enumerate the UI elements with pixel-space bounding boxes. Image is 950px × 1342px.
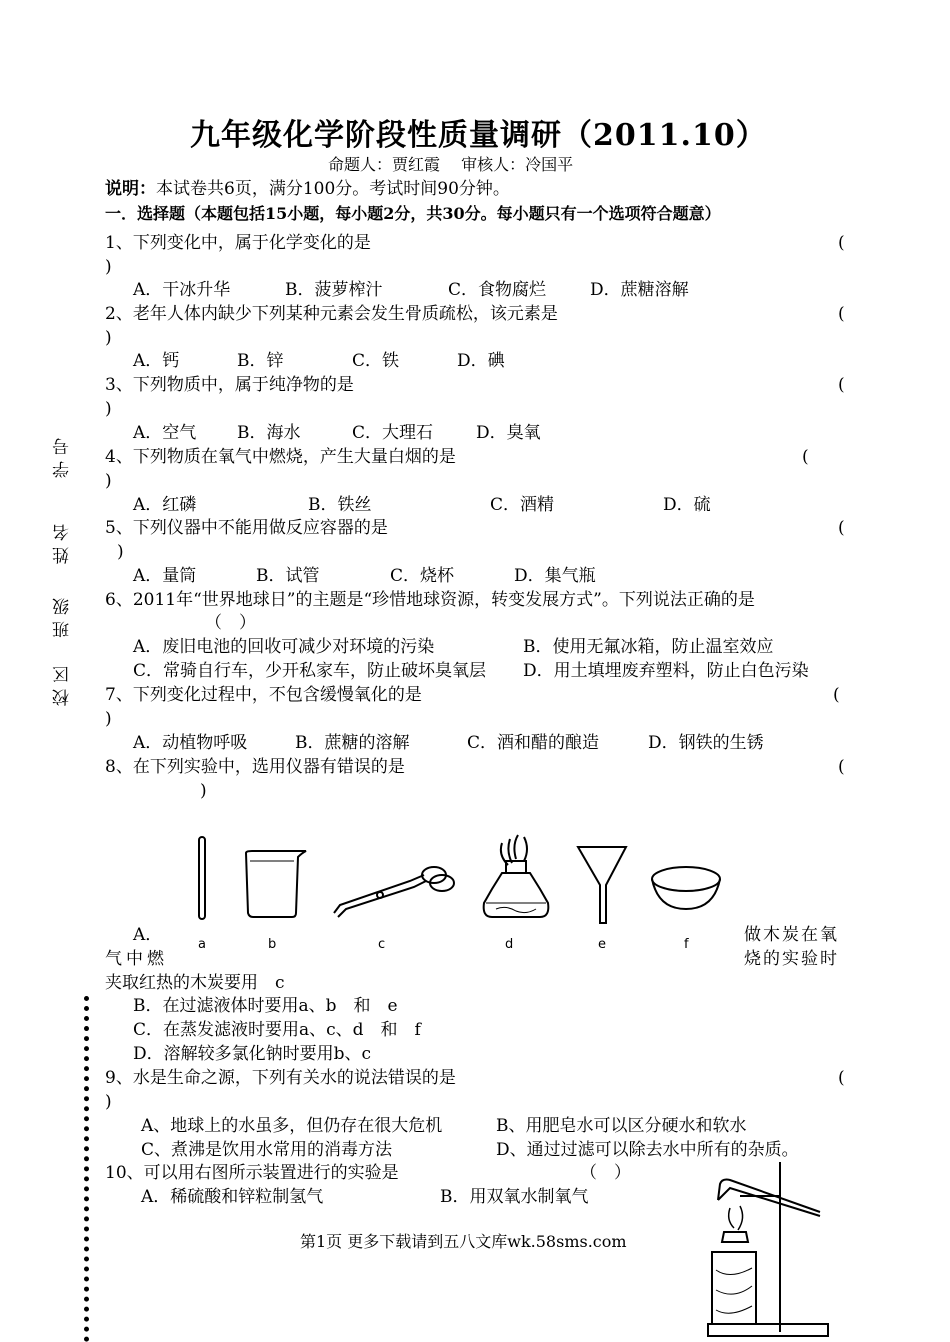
q8-option-a-text-1: 做木炭在氧 [744, 925, 839, 945]
instructions-text: 本试卷共6页，满分100分。考试时间90分钟。 [156, 179, 510, 199]
instructions [105, 178, 510, 200]
q9-option-b: B、用肥皂水可以区分硬水和软水 [496, 1116, 747, 1136]
answer-paren-open: ( [838, 757, 845, 777]
q5-option-d: D．集气瓶 [514, 566, 596, 586]
q4-option-b: B．铁丝 [308, 495, 372, 515]
apparatus-label-d: d [505, 937, 514, 952]
q10-option-b: B．用双氧水制氧气 [440, 1187, 589, 1207]
apparatus-label-b: b [268, 937, 277, 952]
question-4-stem: 4、下列物质在氧气中燃烧，产生大量白烟的是 [105, 447, 456, 467]
beaker-icon [246, 851, 306, 917]
answer-paren-close: ) [117, 542, 124, 562]
answer-paren-pair: （ ） [580, 1163, 631, 1183]
q7-option-c: C．酒和醋的酿造 [467, 733, 600, 753]
section-heading: 一．选择题（本题包括15小题，每小题2分，共30分。每小题只有一个选项符合题意） [105, 204, 721, 223]
page-footer: 第1页 更多下载请到五八文库wk.58sms.com [300, 1232, 627, 1251]
question-2-stem: 2、老年人体内缺少下列某种元素会发生骨质疏松，该元素是 [105, 304, 558, 324]
question-6-stem: 6、2011年“世界地球日”的主题是“珍惜地球资源，转变发展方式”。下列说法正确的是 [105, 590, 755, 610]
question-10-stem: 10、可以用右图所示装置进行的实验是 [105, 1163, 399, 1183]
alcohol-lamp-icon [484, 835, 549, 917]
answer-paren-open: ( [802, 447, 809, 467]
q1-option-b: B．菠萝榨汁 [285, 280, 383, 300]
q1-option-c: C．食物腐烂 [448, 280, 547, 300]
q7-option-d: D．钢铁的生锈 [648, 733, 764, 753]
q5-option-b: B．试管 [256, 566, 320, 586]
question-3-stem: 3、下列物质中，属于纯净物的是 [105, 375, 354, 395]
apparatus-label-e: e [598, 937, 606, 952]
q7-option-a: A．动植物呼吸 [133, 733, 248, 753]
question-9-stem: 9、水是生命之源，下列有关水的说法错误的是 [105, 1068, 456, 1088]
side-label-campus: 校区 [53, 660, 73, 706]
side-label-student-id: 学号 [53, 432, 73, 478]
q2-option-a: A．钙 [133, 351, 180, 371]
q6-option-a: A．废旧电池的回收可减少对环境的污染 [133, 637, 435, 657]
answer-paren-open: ( [838, 518, 845, 538]
q8-option-a-text-2: 气中燃 [105, 949, 168, 969]
apparatus-label-c: c [378, 937, 386, 952]
q4-option-a: A．红磷 [133, 495, 197, 515]
q8-option-c: C．在蒸发滤液时要用a、c、d 和 f [133, 1020, 421, 1040]
instructions-label: 说明： [105, 179, 156, 199]
q9-option-d: D、通过过滤可以除去水中所有的杂质。 [496, 1140, 799, 1160]
answer-paren-open: ( [838, 304, 845, 324]
answer-paren-close: ) [105, 471, 112, 491]
q6-option-c: C．常骑自行车，少开私家车，防止破坏臭氧层 [133, 661, 487, 681]
answer-paren-open: ( [838, 375, 845, 395]
q7-option-b: B．蔗糖的溶解 [295, 733, 410, 753]
answer-paren-open: ( [838, 1068, 845, 1088]
answer-paren-close: ) [105, 257, 112, 277]
q2-option-c: C．铁 [352, 351, 400, 371]
question-7-stem: 7、下列变化过程中，不包含缓慢氧化的是 [105, 685, 422, 705]
q2-option-d: D．碘 [457, 351, 505, 371]
glass-rod-icon [199, 837, 205, 919]
answer-paren-open: ( [838, 233, 845, 253]
binding-dotted-line [84, 996, 89, 1342]
question-5-stem: 5、下列仪器中不能用做反应容器的是 [105, 518, 388, 538]
authors-line: 命题人：贾红霞 审核人：冷国平 [328, 155, 574, 174]
q5-option-a: A．量筒 [133, 566, 197, 586]
crucible-tongs-icon [334, 867, 454, 917]
q3-option-d: D．臭氧 [476, 423, 541, 443]
q8-option-a-text-4: 夹取红热的木炭要用 c [105, 973, 285, 993]
q2-option-b: B．锌 [237, 351, 284, 371]
q3-option-a: A．空气 [133, 423, 197, 443]
heating-apparatus-figure [700, 1160, 830, 1342]
answer-paren-close: ) [105, 399, 112, 419]
q4-option-c: C．酒精 [490, 495, 555, 515]
question-8-stem: 8、在下列实验中，选用仪器有错误的是 [105, 757, 405, 777]
answer-paren-pair: （ ） [205, 613, 256, 633]
q4-option-d: D．硫 [663, 495, 711, 515]
answer-paren-open: ( [833, 685, 840, 705]
q6-option-d: D．用土填埋废弃塑料，防止白色污染 [523, 661, 809, 681]
evaporating-dish-icon [652, 867, 720, 909]
page-title: 九年级化学阶段性质量调研（2011.10） [190, 118, 767, 153]
answer-paren-close: ) [105, 709, 112, 729]
q1-option-d: D．蔗糖溶解 [590, 280, 689, 300]
question-1-stem: 1、下列变化中，属于化学变化的是 [105, 233, 371, 253]
apparatus-label-a: a [198, 937, 206, 952]
q6-option-b: B．使用无氟冰箱，防止温室效应 [523, 637, 774, 657]
q9-option-c: C、煮沸是饮用水常用的消毒方法 [141, 1140, 393, 1160]
q3-option-b: B．海水 [237, 423, 301, 443]
q10-option-a: A．稀硫酸和锌粒制氢气 [141, 1187, 324, 1207]
side-label-class: 班级 [53, 592, 73, 638]
answer-paren-close: ) [105, 1092, 112, 1112]
side-label-name: 姓名 [53, 518, 73, 564]
q1-option-a: A．干冰升华 [133, 280, 231, 300]
apparatus-figure [180, 825, 740, 925]
q3-option-c: C．大理石 [352, 423, 434, 443]
q8-option-d: D．溶解较多氯化钠时要用b、c [133, 1044, 372, 1064]
q5-option-c: C．烧杯 [390, 566, 455, 586]
q8-option-a: A． [133, 925, 163, 945]
q9-option-a: A、地球上的水虽多，但仍存在很大危机 [141, 1116, 443, 1136]
answer-paren-close: ) [200, 781, 207, 801]
answer-paren-close: ) [105, 328, 112, 348]
q8-option-a-text-3: 烧的实验时 [744, 949, 839, 969]
apparatus-label-f: f [684, 937, 689, 952]
funnel-icon [578, 847, 626, 923]
q8-option-b: B．在过滤液体时要用a、b 和 e [133, 996, 398, 1016]
